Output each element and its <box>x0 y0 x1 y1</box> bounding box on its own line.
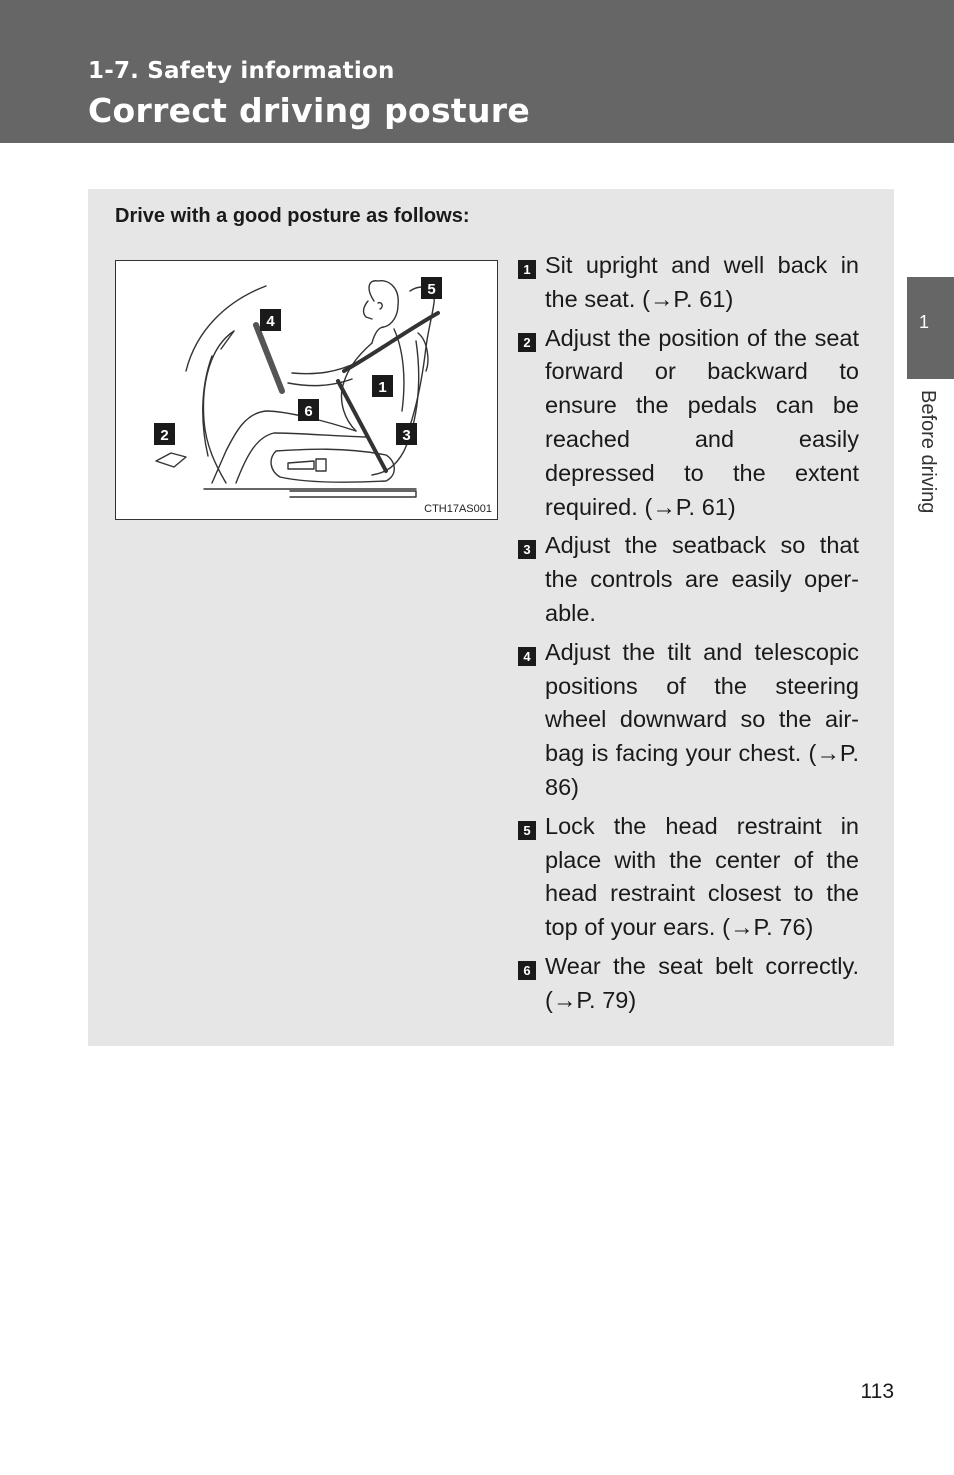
list-item <box>518 636 859 805</box>
driver-seat-drawing <box>116 261 497 519</box>
figure-callout-6: 6 <box>304 403 313 420</box>
page-title: Correct driving posture <box>88 91 531 130</box>
figure-callout-2: 2 <box>160 427 169 444</box>
list-item <box>518 249 859 317</box>
step-number-badge: 6 <box>518 961 536 980</box>
chapter-tab-number: 1 <box>918 312 929 332</box>
page-header <box>0 0 954 143</box>
figure-callout-5: 5 <box>427 281 436 298</box>
list-item <box>518 322 859 525</box>
step-number-badge: 4 <box>518 647 536 666</box>
figure-code: CTH17AS001 <box>424 503 492 515</box>
page-number: 113 <box>860 1380 894 1403</box>
driving-posture-illustration <box>115 260 498 520</box>
list-item <box>518 529 859 630</box>
step-text: Lock the head restraint in place with the center of the head restraint closest to the top of your ears. (→P. 76) <box>545 812 859 941</box>
step-number-badge: 1 <box>518 260 536 279</box>
step-text: Wear the seat belt correctly. (→P. 79) <box>545 952 859 1013</box>
section-label: 1-7. Safety information <box>88 58 395 84</box>
step-text: Adjust the tilt and telescopic positions of the steering wheel downward so the airbag is facing your chest. (→P. 86) <box>545 638 859 800</box>
figure-callout-1: 1 <box>378 379 387 396</box>
step-text: Sit upright and well back in the seat. (→P. 61) <box>545 252 859 312</box>
posture-info-box <box>88 189 894 1046</box>
step-text: Adjust the seatback so that the controls are easily operable. <box>545 532 859 626</box>
list-item <box>518 950 859 1018</box>
chapter-tab[interactable] <box>907 277 954 379</box>
chapter-tab-label: Before driving <box>917 390 939 514</box>
figure-callout-3: 3 <box>402 427 411 444</box>
posture-steps-list <box>518 249 859 1023</box>
list-item <box>518 810 859 945</box>
step-number-badge: 5 <box>518 821 536 840</box>
intro-text: Drive with a good posture as follows: <box>115 205 470 227</box>
step-number-badge: 3 <box>518 540 536 559</box>
figure-callout-4: 4 <box>266 313 275 330</box>
step-text: Adjust the position of the seat forward or backward to ensure the pedals can be reached and easily depressed to the extent required. (→P. 61) <box>545 324 859 520</box>
step-number-badge: 2 <box>518 333 536 352</box>
